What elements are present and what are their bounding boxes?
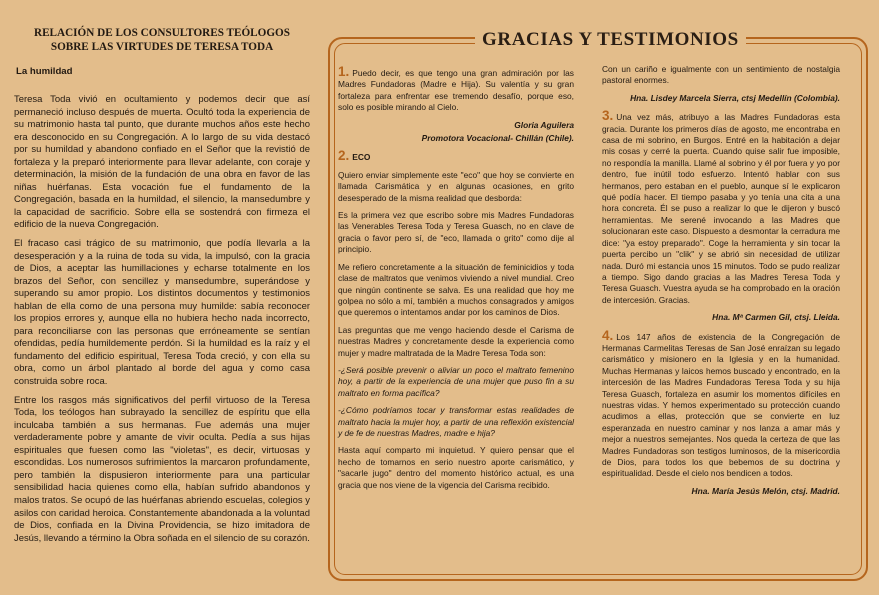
testimony-2-heading [338, 150, 574, 163]
left-article-title [14, 26, 310, 54]
left-paragraph-3: Entre los rasgos más significativos del perfil virtuoso de la Teresa Toda, los teólogos han subrayado la sencillez de espíritu que ella inculcaba también a sus hermanas. Fue además una mujer verdaderamente pobre y amante de vivir oculta. Pedía a sus hijas espirituales que fuesen como las "violetas", es decir, virtuosas y escondidas. Los numerosos sufrimientos la marcaron profundamente, pero también la dispusieron interiormente para una particular sensibilidad hacia quienes como ella, habían sufrido abandonos y malos tratos. Se ocupó de las huérfanas abriendo escuelas, colegios y asilos con caridad heroica. Constantemente abandonada a la voluntad de Dios, confiada en la Divina Providencia, se hizo imitadora de Jesús, llevando a término la Obra soñada en el silencio de su corazón. [14, 394, 310, 544]
testimony-2-paragraph-4: Las preguntas que me vengo haciendo desde el Carisma de nuestras Madres y concretamente desde la experiencia como mujer y madre maltratada de la Madre Teresa Toda son: [338, 324, 574, 358]
testimony-1-number: 1. [338, 64, 350, 79]
testimony-2-question-1: -¿Será posible prevenir o aliviar un poco el maltrato femenino hoy, a partir de la experiencia de una mujer que puso fin a su maltrato en forma pacífica? [338, 364, 574, 398]
left-paragraph-2: El fracaso casi trágico de su matrimonio, que podía llevarla a la desesperación y a la ruina de toda su vida, la impulsó, con la gracia de Dios, a aceptar las humillaciones y echarse totalmente en los brazos del Señor, con sencillez y mansedumbre, superándose y superando su amor propio. Los distintos documentos y testimonios hablan de ella como de una persona muy humilde: sabía reconocer los propios errores y, aunque ella no hubiera hecho nada incorrecto, para reconciliarse con las personas que erróneamente se sentían ofendidas, pedía humildemente perdón. Si la humildad es la raíz y el fundamento del edificio espiritual, Teresa Toda creció, y con ella su obra, como un árbol plantado al borde del agua y como casa construida sobre roca. [14, 238, 310, 388]
testimonies-column-right [602, 64, 840, 503]
left-paragraph-1: Teresa Toda vivió en ocultamiento y podemos decir que así permaneció incluso después de muerta. Ocultó toda la experiencia de su matrimonio hasta tal punto, que durante muchos años este hecho era desconocido en su Congregación. A lo largo de su vida destacó por su humildad y abandono confiado en el Señor que la revistió de fortaleza y la preparó interiormente para llevar adelante, con coraje y determinación, la misión de la fundación de una obra en favor de las niñas huérfanas. Esta vocación fue el fundamento de la Congregación, basada en la humildad, el silencio, la mansedumbre y la capacidad de sacrificio. Sobre ella se sostendrá con firmeza el edificio de la nueva Congregación. [14, 94, 310, 231]
testimony-2-title: ECO [352, 152, 371, 163]
frame-title: GRACIAS Y TESTIMONIOS [475, 29, 746, 51]
testimony-1-text: Puedo decir, es que tengo una gran admiración por las Madres Fundadoras (Madre e Hija). Su valentía y su gran fortaleza para enfrentar ese tremendo desafío, porque eso, solo es posible mirando al Cielo. [338, 68, 574, 113]
testimony-3-number: 3. [602, 108, 614, 124]
testimony-3-signature: Hna. Mª Carmen Gil, ctsj. Lleida. [712, 312, 840, 323]
testimony-4-number: 4. [602, 327, 614, 343]
testimony-1-signature-name: Gloria Aguilera [514, 119, 574, 130]
title-line-2: SOBRE LAS VIRTUDES DE TERESA TODA [50, 41, 274, 53]
testimony-2-paragraph-1: Quiero enviar simplemente este "eco" que hoy se convierte en llamada Carismática y en algunas ocasiones, en grito desesperado de la misma realidad que desborda: [338, 169, 574, 203]
testimony-2-number: 2. [338, 148, 350, 164]
testimony-4-text: Los 147 años de existencia de la Congregación de Hermanas Carmelitas Teresas de San José enraízan su legado carismático y misionero en la Iglesia y en la humanidad. Muchas Hermanas y laicos hemos buscado y encontrado, en la intercesión de las Madres Fundadoras Teresa Toda y su hija Teresa Guasch, fortaleza en asumir los momentos difíciles en nuestras vidas. Y hemos experimentado su protección cuando acudimos a ellas, protección que se convierte en luz esperanzada en nuestro caminar y nos lanza a amar más y mejor a nuestros semejantes. Nos queda la certeza de que las Madres Fundadoras son testigos luminosos, de la misericordia de Dios, para todos los que bebemos de su doctrina y espiritualidad. Desde el cielo nos bendicen a todos. [602, 331, 840, 479]
left-article [14, 26, 310, 586]
testimonies-column-middle [338, 66, 574, 497]
testimony-4 [602, 327, 840, 480]
testimony-1-signature-role: Promotora Vocacional- Chillán (Chile). [421, 133, 574, 144]
left-subheading: La humildad [16, 66, 73, 77]
testimony-2-paragraph-2: Es la primera vez que escribo sobre mis Madres Fundadoras las Venerables Teresa Toda y Teresa Guasch, no en clave de gracia o favor pero sí, de "eco, llamada o grito" como dije al principio. [338, 210, 574, 255]
testimony-2-paragraph-5: Hasta aquí comparto mi inquietud. Y quiero pensar que el hecho de tomarnos en serio nuestro aporte carismático, y "sacarle jugo" dentro del momento histórico actual, es una gracia que nos viene de la vigencia del Carisma recibido. [338, 445, 574, 490]
testimony-3 [602, 110, 840, 306]
testimony-1 [338, 66, 574, 114]
testimony-2-question-2: -¿Cómo podríamos tocar y transformar estas realidades de maltrato hacia la mujer hoy, a partir de una reflexión existencial y de fe de nuestras Madres, madre e hija? [338, 405, 574, 438]
testimony-3-text: Una vez más, atribuyo a las Madres Fundadoras esta gracia. Durante los primeros días de agosto, me encontraba en casa de mi sobrino, en Burgos. Entré en la habitación a dejar mis cosas y cerré la puerta. Cuando quise salir fue imposible, no respondía la manilla. Llamé al sobrino y él por fuera y yo por dentro, fue inútil todo esfuerzo. Intentó hablar con sus hermanos, pero estaban en el pueblo, aunque sí le explicaron qué podía hacer. El tiempo pasaba y yo tenía una cita a una hora concreta. Él se puso a realizar lo que le dijeron y buscó herramientas. Me serené invocando a las Madres que solucionaran este caso. Dispuesto a desmontar la cerradura me dice: "ya estoy preparado". Coge la herramienta y sin tocar la puerta percibo un "clik" y se abrió sin necesidad de utilizar nada. Duró mi estancia unos 15 minutos. Todo se pudo realizar a tiempo. Sigo dando gracias a las Madres Teresa Toda y Teresa Guasch. Vuestra ayuda se ha comprobado en la oración de intercesión. Gracias. [602, 112, 840, 305]
testimony-2-paragraph-3: Me refiero concretamente a la situación de feminicidios y toda clase de maltratos que venimos viviendo a nivel mundial. Creo que ningún continente se salva. Es una realidad que hoy me golpea no sólo a mí, también a muchos consagrados y amigos que queremos o intentamos andar por los caminos de Dios. [338, 261, 574, 318]
title-line-1: RELACIÓN DE LOS CONSULTORES TEÓLOGOS [34, 27, 290, 39]
testimony-2-closing: Con un cariño e igualmente con un sentimiento de nostalgia pastoral enormes. [602, 64, 840, 86]
testimony-2-signature: Hna. Lisdey Marcela Sierra, ctsj Medellín (Colombia). [630, 92, 840, 103]
testimony-4-signature: Hna. María Jesús Melón, ctsj. Madrid. [691, 485, 840, 496]
